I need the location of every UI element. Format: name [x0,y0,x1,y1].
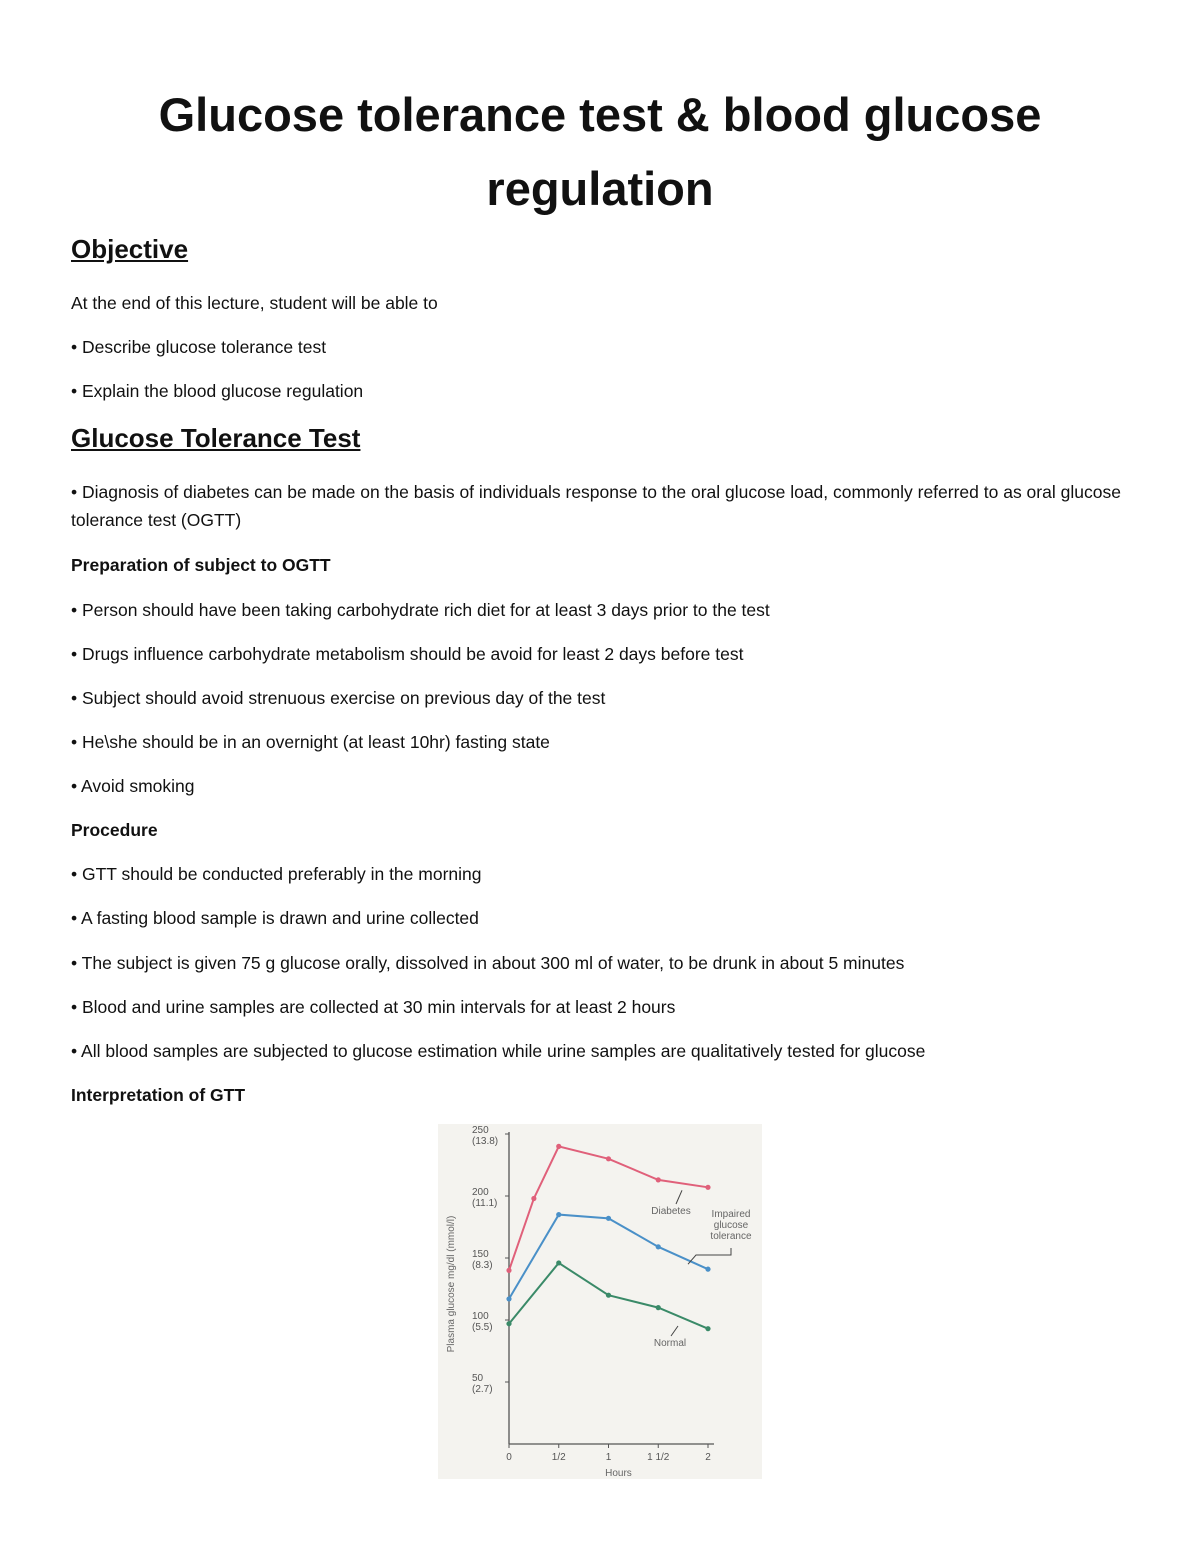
y-tick-label: 50 [472,1373,484,1384]
y-tick-sublabel: (5.5) [472,1322,493,1333]
page-title: Glucose tolerance test & blood glucose regulation [158,88,1042,215]
data-point [556,1212,561,1217]
y-tick-label: 150 [472,1249,489,1260]
data-point [656,1305,661,1310]
prep-item: • Drugs influence carbohydrate metabolism should be avoid for least 2 days before test [71,644,744,664]
prep-item: • Subject should avoid strenuous exercise on previous day of the test [71,688,606,708]
gtt-heading: Glucose Tolerance Test [71,423,361,453]
interpretation-heading: Interpretation of GTT [71,1085,246,1105]
annotation-arrow [676,1190,682,1204]
y-tick-sublabel: (8.3) [472,1260,493,1271]
data-point [556,1260,561,1265]
objective-item: • Explain the blood glucose regulation [71,381,364,401]
annotation-arrow [688,1248,731,1264]
prep-item: • He\she should be in an overnight (at least 10hr) fasting state [71,732,550,752]
y-tick-label: 250 [472,1125,489,1136]
data-point [556,1144,561,1149]
data-point [656,1177,661,1182]
data-point [606,1156,611,1161]
y-axis-label: Plasma glucose mg/dl (mmol/l) [446,1215,457,1353]
data-point [606,1293,611,1298]
data-point [506,1268,511,1273]
procedure-item: • All blood samples are subjected to glucose estimation while urine samples are qualitatively tested for glucose [71,1041,926,1061]
data-point [506,1321,511,1326]
y-tick-label: 100 [472,1311,489,1322]
gtt-chart-figure [438,1124,762,1479]
objective-intro: At the end of this lecture, student will be able to [71,293,438,313]
objective-item: • Describe glucose tolerance test [71,337,327,357]
series-label-normal: Normal [653,1338,687,1349]
procedure-item: • GTT should be conducted preferably in the morning [71,864,482,884]
y-tick-label: 200 [472,1187,489,1198]
prep-item: • Person should have been taking carbohydrate rich diet for at least 3 days prior to the test [71,600,770,620]
annotation-arrow [671,1326,678,1336]
data-point [656,1244,661,1249]
series-label-diabetes: Diabetes [651,1206,691,1217]
data-point [705,1326,710,1331]
x-tick-label: 0 [506,1452,512,1463]
x-tick-label: 1/2 [551,1452,566,1463]
y-tick-sublabel: (11.1) [472,1198,498,1209]
procedure-item: • A fasting blood sample is drawn and urine collected [71,908,479,928]
data-point [531,1196,536,1201]
procedure-heading: Procedure [71,820,158,840]
objective-heading: Objective [71,234,189,264]
data-point [705,1267,710,1272]
data-point [606,1216,611,1221]
y-tick-sublabel: (2.7) [472,1384,493,1395]
y-tick-sublabel: (13.8) [472,1136,499,1147]
prep-item: • Avoid smoking [71,776,195,796]
data-point [506,1296,511,1301]
prep-heading: Preparation of subject to OGTT [71,555,331,575]
x-axis-label: Hours [605,1468,632,1479]
procedure-item: • Blood and urine samples are collected at 30 min intervals for at least 2 hours [71,997,676,1017]
gtt-chart [438,1124,762,1479]
x-tick-label: 1 1/2 [647,1452,670,1463]
x-tick-label: 2 [705,1452,711,1463]
procedure-item: • The subject is given 75 g glucose orally, dissolved in about 300 ml of water, to be drunk in about 5 minutes [71,953,905,973]
series-label-impaired: Impaired glucose tolerance [710,1209,752,1242]
gtt-intro: • Diagnosis of diabetes can be made on the basis of individuals response to the oral glucose load, commonly referred to as oral glucose tolerance test (OGTT) [71,482,1121,530]
data-point [705,1185,710,1190]
x-tick-label: 1 [605,1452,612,1463]
